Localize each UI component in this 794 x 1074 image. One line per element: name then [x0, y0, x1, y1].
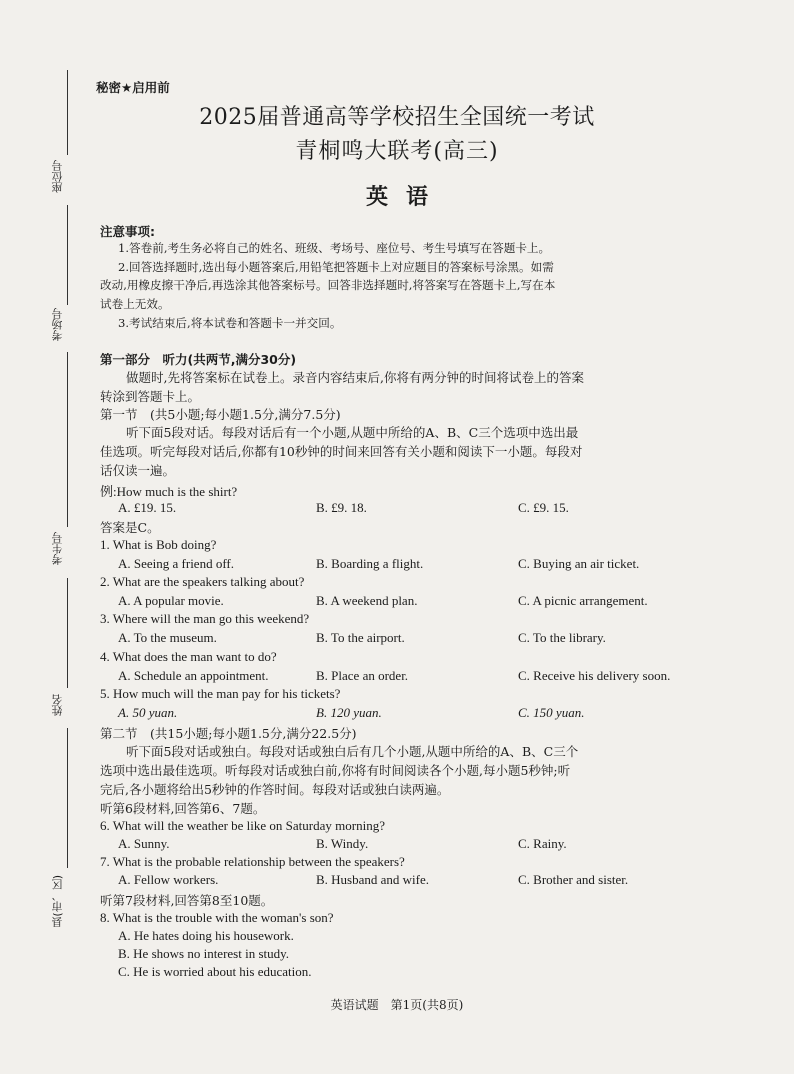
option-a: A. To the museum. [118, 630, 217, 645]
margin-line [67, 578, 68, 688]
option-b: B. Windy. [316, 836, 369, 851]
candidate-number-label: 考生号 [51, 532, 64, 565]
example-option-c: C. £9. 15. [518, 500, 569, 515]
margin-line [67, 728, 68, 868]
exam-subtitle: 青桐鸣大联考(高三) [295, 139, 499, 164]
notes-item: 1.答卷前,考生务必将自己的姓名、班级、考场号、座位号、考生号填写在答题卡上。 [118, 241, 551, 255]
margin-line [67, 205, 68, 305]
option-a: A. Seeing a friend off. [118, 556, 235, 571]
part1-intro: 做题时,先将答案标在试卷上。录音内容结束后,你将有两分钟的时间将试卷上的答案 [126, 370, 584, 385]
seat-number-label: 座位号 [51, 160, 64, 193]
notes-item: 2.回答选择题时,选出每小题答案后,用铅笔把答题卡上对应题目的答案标号涂黑。如需 [118, 260, 554, 274]
option-c: C. He is worried about his education. [118, 964, 312, 979]
section1-instructions: 听下面5段对话。每段对话后有一个小题,从题中所给的A、B、C三个选项中选出最 [126, 425, 579, 440]
option-b: B. 120 yuan. [316, 705, 382, 720]
option-c: C. Buying an air ticket. [518, 556, 640, 571]
section2-instructions: 选项中选出最佳选项。听每段对话或独白前,你将有时间阅读各个小题,每小题5秒钟;听 [100, 763, 571, 778]
section1-instructions: 佳选项。听完每段对话后,你都有10秒钟的时间来回答有关小题和阅读下一小题。每段对 [100, 444, 583, 459]
question-stem: 2. What are the speakers talking about? [100, 574, 305, 589]
margin-line [67, 352, 68, 527]
page-footer: 英语试题 第1页(共8页) [330, 998, 464, 1012]
section1-instructions: 话仅读一遍。 [100, 463, 176, 478]
option-a: A. A popular movie. [118, 593, 224, 608]
part1-intro: 转涂到答题卡上。 [100, 389, 201, 404]
option-c: C. Brother and sister. [518, 872, 629, 887]
question-stem: 3. Where will the man go this weekend? [100, 611, 310, 626]
county-label: 县(市、区) [51, 875, 64, 928]
option-b: B. He shows no interest in study. [118, 946, 290, 961]
notes-item: 改动,用橡皮擦干净后,再选涂其他答案标号。回答非选择题时,将答案写在答题卡上,写在本 [100, 278, 556, 292]
question-stem: 4. What does the man want to do? [100, 649, 277, 664]
option-b: B. Husband and wife. [316, 872, 430, 887]
option-a: A. 50 yuan. [118, 705, 178, 720]
question-stem: 5. How much will the man pay for his tickets? [100, 686, 341, 701]
example-question: 例:How much is the shirt? [100, 484, 238, 499]
option-b: B. Boarding a flight. [316, 556, 424, 571]
material-label: 听第7段材料,回答第8至10题。 [100, 893, 274, 908]
section2-instructions: 听下面5段对话或独白。每段对话或独白后有几个小题,从题中所给的A、B、C三个 [126, 744, 579, 759]
option-a: A. He hates doing his housework. [118, 928, 294, 943]
question-stem: 1. What is Bob doing? [100, 537, 217, 552]
option-c: C. A picnic arrangement. [518, 593, 648, 608]
confidential-label: 秘密★启用前 [96, 80, 170, 95]
option-c: C. Rainy. [518, 836, 567, 851]
notes-heading: 注意事项: [100, 224, 155, 239]
example-option-a: A. £19. 15. [118, 500, 177, 515]
option-c: C. Receive his delivery soon. [518, 668, 671, 683]
notes-item: 试卷上无效。 [100, 297, 170, 311]
margin-line [67, 70, 68, 155]
part1-heading: 第一部分 听力(共两节,满分30分) [100, 352, 297, 367]
option-b: B. To the airport. [316, 630, 405, 645]
option-a: A. Sunny. [118, 836, 170, 851]
option-a: A. Schedule an appointment. [118, 668, 269, 683]
exam-room-label: 考场号 [51, 308, 64, 341]
option-a: A. Fellow workers. [118, 872, 219, 887]
option-b: B. Place an order. [316, 668, 409, 683]
question-stem: 7. What is the probable relationship between the speakers? [100, 854, 405, 869]
example-option-b: B. £9. 18. [316, 500, 367, 515]
subject-title: 英语 [365, 185, 446, 210]
option-c: C. To the library. [518, 630, 606, 645]
notes-item: 3.考试结束后,将本试卷和答题卡一并交回。 [118, 316, 342, 330]
section1-heading: 第一节 (共5小题;每小题1.5分,满分7.5分) [100, 407, 341, 422]
name-label: 姓名 [51, 694, 64, 716]
option-b: B. A weekend plan. [316, 593, 418, 608]
option-c: C. 150 yuan. [518, 705, 585, 720]
section2-instructions: 完后,各小题将给出5秒钟的作答时间。每段对话或独白读两遍。 [100, 782, 450, 797]
material-label: 听第6段材料,回答第6、7题。 [100, 801, 266, 816]
section2-heading: 第二节 (共15小题;每小题1.5分,满分22.5分) [100, 726, 357, 741]
exam-title: 2025届普通高等学校招生全国统一考试 [199, 105, 595, 130]
example-answer: 答案是C。 [100, 520, 160, 535]
question-stem: 8. What is the trouble with the woman's son? [100, 910, 334, 925]
question-stem: 6. What will the weather be like on Saturday morning? [100, 818, 385, 833]
